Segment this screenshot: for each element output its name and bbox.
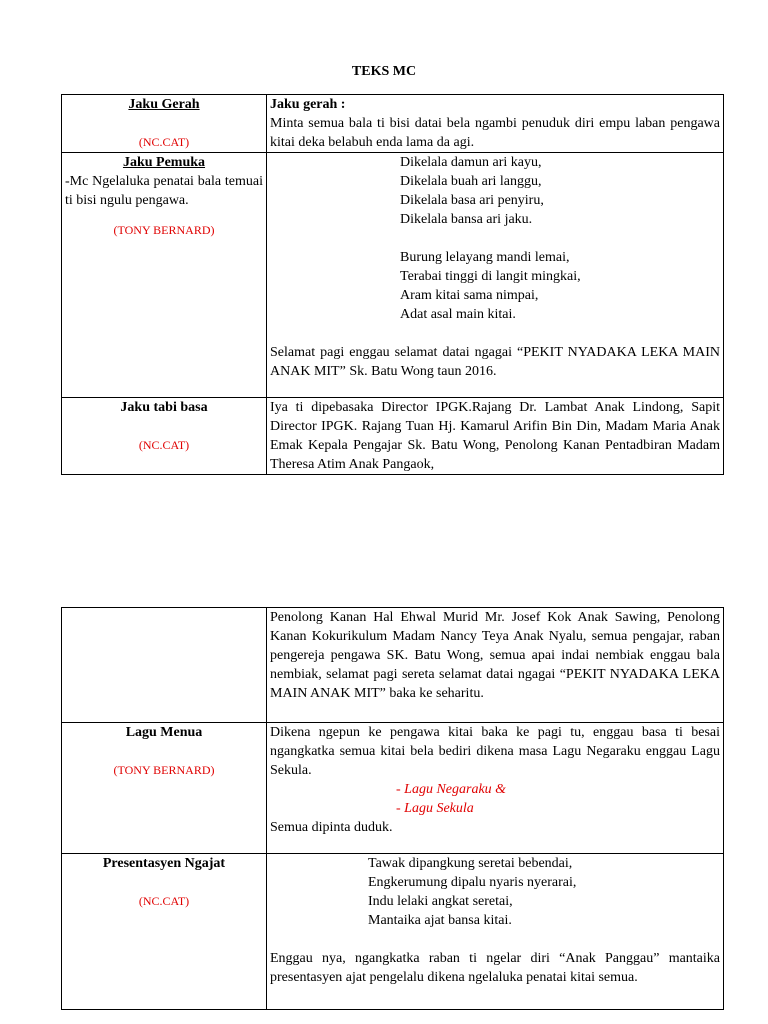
row-content-cell <box>267 153 724 398</box>
row-content-cell <box>267 854 724 1010</box>
speaker-name: (NC.CAT) <box>138 894 190 908</box>
verse-line: Adat asal main kitai. <box>400 307 516 322</box>
row-label-cell <box>62 95 267 153</box>
speaker-name: (NC.CAT) <box>138 135 190 149</box>
row-heading: Jaku tabi basa <box>120 400 208 415</box>
speaker-name: (TONY BERNARD) <box>113 223 215 237</box>
row-label-cell <box>62 153 267 398</box>
content-text: Iya ti dipebasaka Director IPGK.Rajang Dr. Lambat Anak Lindong, Sapit Director IPGK. Rajang Tuan Hj. Kamarul Arifin Bin Din, Madam Maria Anak Emak Kepala Pengajar Sk. Batu Wong, Penolong Kanan Pentadbiran Madam Theresa Atim Anak Pangaok, <box>270 400 720 472</box>
content-text: Penolong Kanan Hal Ehwal Murid Mr. Josef Kok Anak Sawing, Penolong Kanan Kokurikulum Madam Nancy Teya Anak Nyalu, semua pengajar, raban pengereja pengawa SK. Batu Wong, semua apai indai nembiak enggau bala nembiak, selamat pagi sereta selamat datai ngagai “PEKIT NYADAKA LEKA MAIN ANAK MIT” baka ke seharitu. <box>270 610 720 701</box>
row-heading: Jaku Gerah <box>128 97 200 112</box>
row-label-cell <box>62 854 267 1010</box>
content-text: Enggau nya, ngangkatka raban ti ngelar diri “Anak Panggau” mantaika presentasyen ajat pengelalu dikena ngelaluka penatai kitai semua. <box>270 951 720 985</box>
table-row <box>62 153 724 398</box>
table-row <box>62 398 724 475</box>
row-heading: Jaku Pemuka <box>122 155 206 170</box>
mc-table-2 <box>61 607 724 1010</box>
verse-line: Dikelala buah ari langgu, <box>400 174 542 189</box>
content-text: Minta semua bala ti bisi datai bela ngambi penuduk diri empu laban pengawa kitai deka belabuh enda lama da agi. <box>270 116 720 150</box>
content-heading: Jaku gerah : <box>270 97 346 112</box>
song-item: - Lagu Sekula <box>396 801 474 816</box>
song-list <box>270 780 720 818</box>
table-row <box>62 723 724 854</box>
verse-line: Dikelala bansa ari jaku. <box>400 212 533 227</box>
table-row <box>62 854 724 1010</box>
row-description: -Mc Ngelaluka penatai bala temuai ti bisi ngulu pengawa. <box>65 174 263 208</box>
verse-line: Burung lelayang mandi lemai, <box>400 250 570 265</box>
table-row <box>62 95 724 153</box>
row-content-cell <box>267 608 724 723</box>
verse-line: Engkerumung dipalu nyaris nyerarai, <box>368 875 577 890</box>
verse-line: Mantaika ajat bansa kitai. <box>368 913 512 928</box>
song-item: - Lagu Negaraku & <box>396 782 507 797</box>
row-content-cell <box>267 723 724 854</box>
content-text: Dikena ngepun ke pengawa kitai baka ke pagi tu, enggau basa ti besai ngangkatka semua kitai bela bediri dikena masa Lagu Negaraku enggau Lagu Sekula. <box>270 725 720 778</box>
row-label-cell <box>62 398 267 475</box>
row-heading: Lagu Menua <box>125 725 203 740</box>
row-content-cell <box>267 95 724 153</box>
verse-line: Indu lelaki angkat seretai, <box>368 894 513 909</box>
verse-line: Dikelala damun ari kayu, <box>400 155 542 170</box>
verse-line: Terabai tinggi di langit mingkai, <box>400 269 581 284</box>
speaker-name: (NC.CAT) <box>138 438 190 452</box>
row-label-cell <box>62 608 267 723</box>
pantun-verse <box>270 854 720 930</box>
speaker-name: (TONY BERNARD) <box>113 763 215 777</box>
row-content-cell <box>267 398 724 475</box>
row-label-cell <box>62 723 267 854</box>
content-text: Semua dipinta duduk. <box>270 820 393 835</box>
pantun-verse <box>270 153 720 324</box>
table-row <box>62 608 724 723</box>
verse-line: Tawak dipangkung seretai bebendai, <box>368 856 573 871</box>
content-text: Selamat pagi enggau selamat datai ngagai “PEKIT NYADAKA LEKA MAIN ANAK MIT” Sk. Batu Wong taun 2016. <box>270 345 720 379</box>
verse-line: Dikelala basa ari penyiru, <box>400 193 544 208</box>
mc-table-1 <box>61 94 724 475</box>
row-heading: Presentasyen Ngajat <box>102 856 226 871</box>
verse-line: Aram kitai sama nimpai, <box>400 288 539 303</box>
document-title: TEKS MC <box>351 64 417 79</box>
